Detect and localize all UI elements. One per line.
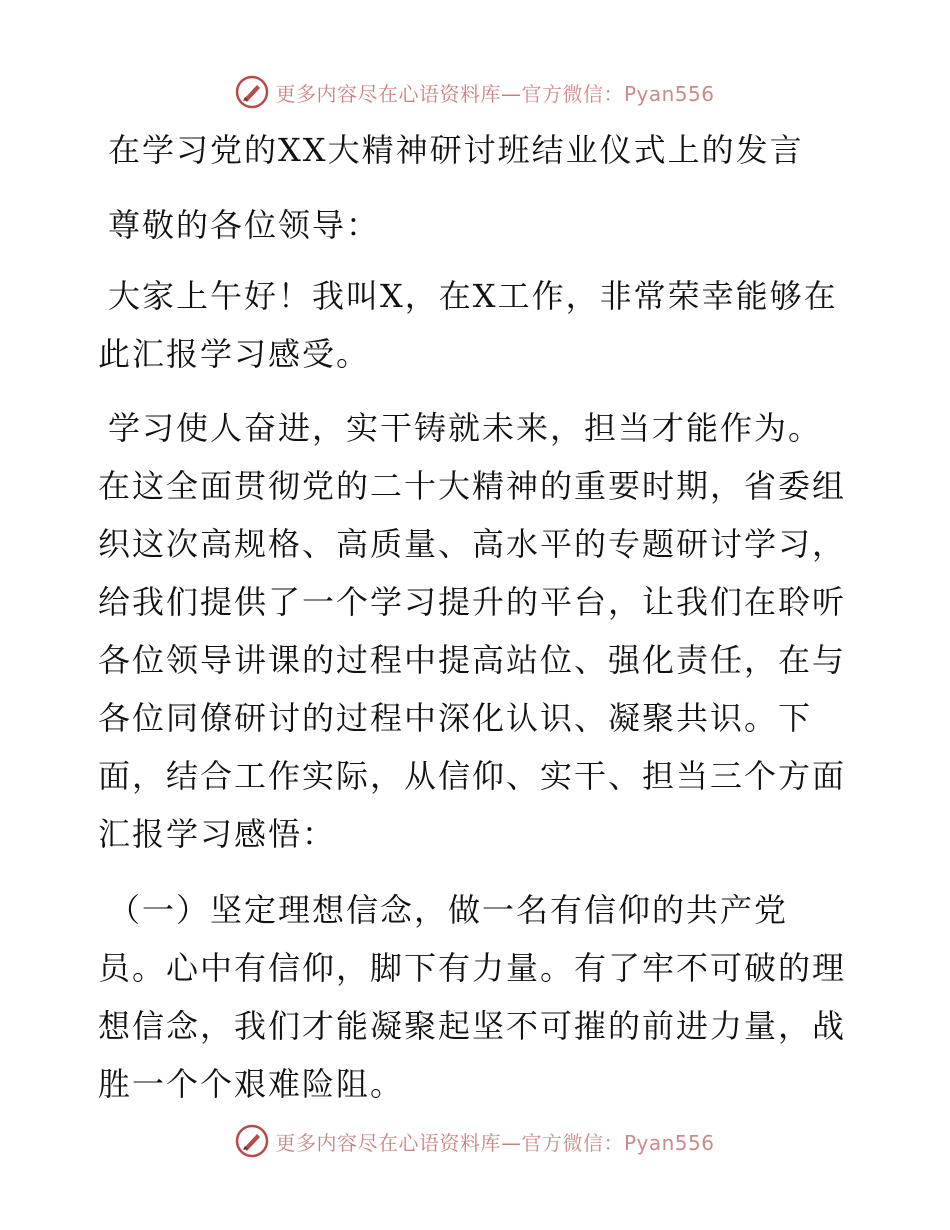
- paragraph-line: 想信念，我们才能凝聚起坚不可摧的前进力量，战: [98, 1007, 847, 1045]
- salutation: 尊敬的各位领导：: [108, 206, 381, 244]
- paragraph-line: 汇报学习感悟：: [98, 815, 337, 853]
- paragraph-line: 在这全面贯彻党的二十大精神的重要时期，省委组: [98, 467, 847, 505]
- section-heading-line: （一）坚定理想信念，做一名有信仰的共产党: [108, 891, 789, 929]
- pen-logo-icon: [235, 75, 269, 109]
- paragraph-line: 面，结合工作实际，从信仰、实干、担当三个方面: [98, 757, 847, 795]
- paragraph-line: 给我们提供了一个学习提升的平台，让我们在聆听: [98, 583, 847, 621]
- watermark-header: [0, 72, 950, 112]
- paragraph-line: 学习使人奋进，实干铸就未来，担当才能作为。: [108, 409, 823, 447]
- paragraph-line: 此汇报学习感受。: [98, 335, 371, 373]
- paragraph-line: 员。心中有信仰，脚下有力量。有了牢不可破的理: [98, 949, 847, 987]
- paragraph-line: 胜一个个艰难险阻。: [98, 1065, 405, 1103]
- paragraph-line: 各位领导讲课的过程中提高站位、强化责任，在与: [98, 641, 847, 679]
- pen-logo-icon: [235, 1124, 269, 1158]
- document-title: 在学习党的XX大精神研讨班结业仪式上的发言: [108, 131, 804, 169]
- watermark-text: 更多内容尽在心语资料库—官方微信：Pyan556: [275, 81, 715, 106]
- paragraph-line: 各位同僚研讨的过程中深化认识、凝聚共识。下: [98, 699, 813, 737]
- paragraph-line: 织这次高规格、高质量、高水平的专题研讨学习，: [98, 525, 847, 563]
- paragraph-line: 大家上午好！我叫X，在X工作，非常荣幸能够在: [108, 277, 838, 315]
- watermark-text: 更多内容尽在心语资料库—官方微信：Pyan556: [275, 1130, 715, 1155]
- watermark-footer: [0, 1121, 950, 1161]
